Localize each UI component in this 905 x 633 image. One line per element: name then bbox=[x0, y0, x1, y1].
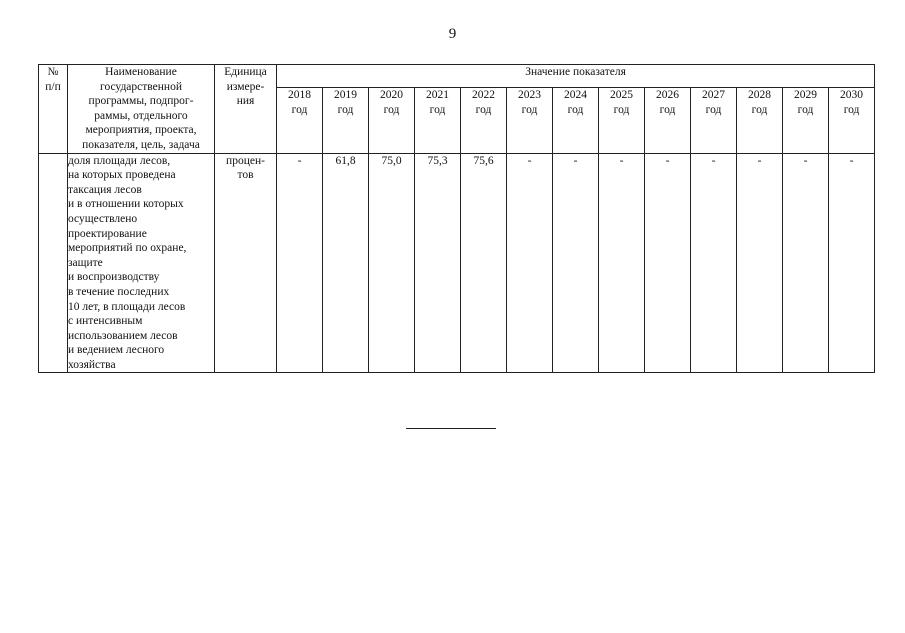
column-header-name-text: Наименование государственной программы, подпрог- раммы, отдельного мероприятия, проекта, показателя, цель, задача bbox=[82, 66, 200, 151]
value-cell: - bbox=[829, 153, 875, 373]
column-header-year: 2024 год bbox=[553, 88, 599, 153]
value-cell: - bbox=[645, 153, 691, 373]
value-cell: - bbox=[507, 153, 553, 373]
column-header-year: 2028 год bbox=[737, 88, 783, 153]
value-cell: - bbox=[277, 153, 323, 373]
column-header-year: 2018 год bbox=[277, 88, 323, 153]
page-number: 9 bbox=[448, 26, 457, 42]
column-header-value-group: Значение показателя bbox=[277, 65, 875, 88]
column-header-unit-text: Единица измере- ния bbox=[224, 66, 267, 108]
value-cell: 61,8 bbox=[323, 153, 369, 373]
column-header-year: 2025 год bbox=[599, 88, 645, 153]
end-divider-line bbox=[406, 428, 496, 429]
table-body bbox=[39, 153, 875, 373]
unit-cell: процен- тов bbox=[215, 153, 277, 373]
value-cell: 75,6 bbox=[461, 153, 507, 373]
column-header-year: 2026 год bbox=[645, 88, 691, 153]
column-header-year: 2023 год bbox=[507, 88, 553, 153]
column-header-year: 2021 год bbox=[415, 88, 461, 153]
column-header-year: 2019 год bbox=[323, 88, 369, 153]
column-header-unit bbox=[215, 65, 277, 154]
indicators-table bbox=[38, 64, 875, 373]
value-cell: 75,3 bbox=[415, 153, 461, 373]
column-header-name bbox=[68, 65, 215, 154]
value-cell: - bbox=[599, 153, 645, 373]
column-header-year: 2029 год bbox=[783, 88, 829, 153]
column-header-year: 2027 год bbox=[691, 88, 737, 153]
value-cell: - bbox=[553, 153, 599, 373]
column-header-num bbox=[39, 65, 68, 154]
column-header-year: 2020 год bbox=[369, 88, 415, 153]
column-header-year: 2022 год bbox=[461, 88, 507, 153]
value-cell: - bbox=[691, 153, 737, 373]
value-cell: 75,0 bbox=[369, 153, 415, 373]
column-header-year: 2030 год bbox=[829, 88, 875, 153]
indicator-name-cell: доля площади лесов, на которых проведена таксация лесов и в отношении которых осуществлено проектирование мероприятий по охране, защите и воспроизводству в течение последних 10 лет, в площади лесов с интенсивным использованием лесов и ведением лесного хозяйства bbox=[68, 153, 215, 373]
value-cell: - bbox=[737, 153, 783, 373]
table-row bbox=[39, 153, 875, 373]
value-cell: - bbox=[783, 153, 829, 373]
header-row-1 bbox=[39, 65, 875, 88]
row-number-cell bbox=[39, 153, 68, 373]
column-header-num-text: № п/п bbox=[45, 66, 61, 93]
